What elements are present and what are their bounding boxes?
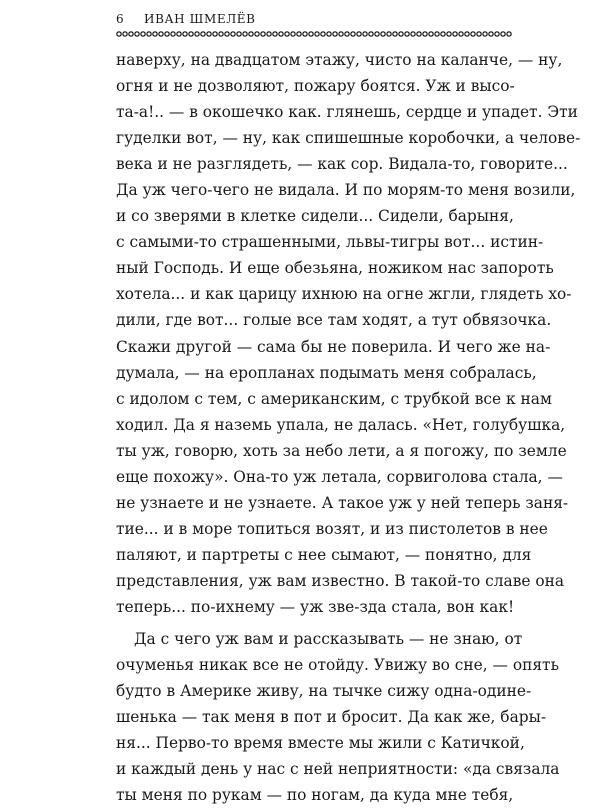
text-line: не узнаете и не узнаете. А такое уж у ней теперь заня- xyxy=(116,493,569,512)
text-line: хотела... и как царицу ихнюю на огне жгли, глядеть хо- xyxy=(116,285,572,304)
body-text xyxy=(116,47,581,808)
text-line: и каждый день у нас с ней неприятности: «да связала xyxy=(116,760,560,779)
text-line: ный Господь. И еще обезьяна, ножиком нас запороть xyxy=(116,259,554,278)
page-header xyxy=(116,10,512,30)
text-line: с самыми-то страшенными, львы-тигры вот... истин- xyxy=(116,233,544,252)
text-line: огня и не дозволяют, пожару боятся. Уж и высо- xyxy=(116,77,515,96)
text-line: ты меня по рукам — по ногам, да куда мне тебя, xyxy=(116,786,514,805)
text-line: Да уж чего-чего не видала. И по морям-то меня возили, xyxy=(116,181,576,200)
text-line: дили, где вот... голые все там ходят, а тут обвязочка. xyxy=(116,311,552,330)
page-number: 6 xyxy=(116,12,125,26)
text-line: ходил. Да я наземь упала, не далась. «Нет, голубушка, xyxy=(116,415,566,434)
text-line: та-а!.. — в окошечко как. глянешь, сердце и упадет. Эти xyxy=(116,103,578,122)
text-line: еще похожу». Она-то уж летала, сорвиголова стала, — xyxy=(116,467,563,486)
ornamental-rule xyxy=(116,30,512,38)
paragraph-1 xyxy=(116,47,581,620)
text-line: наверху, на двадцатом этажу, чисто на каланче, — ну, xyxy=(116,51,563,69)
running-head-author: ИВАН ШМЕЛЁВ xyxy=(144,12,256,26)
text-line: гуделки вот, — ну, как спишешные коробочки, а челове- xyxy=(116,129,581,148)
text-line: думала, — на еропланах подымать меня собралась, xyxy=(116,363,537,382)
text-line: и со зверями в клетке сидели... Сидели, барыня, xyxy=(116,207,514,226)
text-line: ня... Перво-то время вместе мы жили с Катичкой, xyxy=(116,734,525,753)
text-line: с идолом с тем, с американским, с трубкой все к нам xyxy=(116,389,552,408)
text-line: теперь... по-ихнему — уж зве-зда стала, вон как! xyxy=(116,597,515,616)
text-line: ты уж, говорю, хоть за небо лети, а я погожу, по земле xyxy=(116,441,567,460)
text-line: века и не разглядеть, — как сор. Видала-то, говорите... xyxy=(116,155,568,174)
text-line: тие... и в море топиться возят, и из пистолетов в нее xyxy=(116,519,548,538)
text-line: паляют, и партреты с нее сымают, — понятно, для xyxy=(116,545,532,564)
text-line: шенька — так меня в пот и бросит. Да как же, бары- xyxy=(116,708,547,727)
text-line: Да с чего уж вам и рассказывать — не знаю, от xyxy=(134,630,523,649)
paragraph-2 xyxy=(116,626,560,808)
text-line: Скажи другой — сама бы не поверила. И чего же на- xyxy=(116,337,551,356)
text-line: будто в Америке живу, на тычке сижу одна-одине- xyxy=(116,682,532,701)
text-line: очуменья никак все не отойду. Увижу во сне, — опять xyxy=(116,656,559,675)
text-line: представления, уж вам известно. В такой-то славе она xyxy=(116,571,565,590)
